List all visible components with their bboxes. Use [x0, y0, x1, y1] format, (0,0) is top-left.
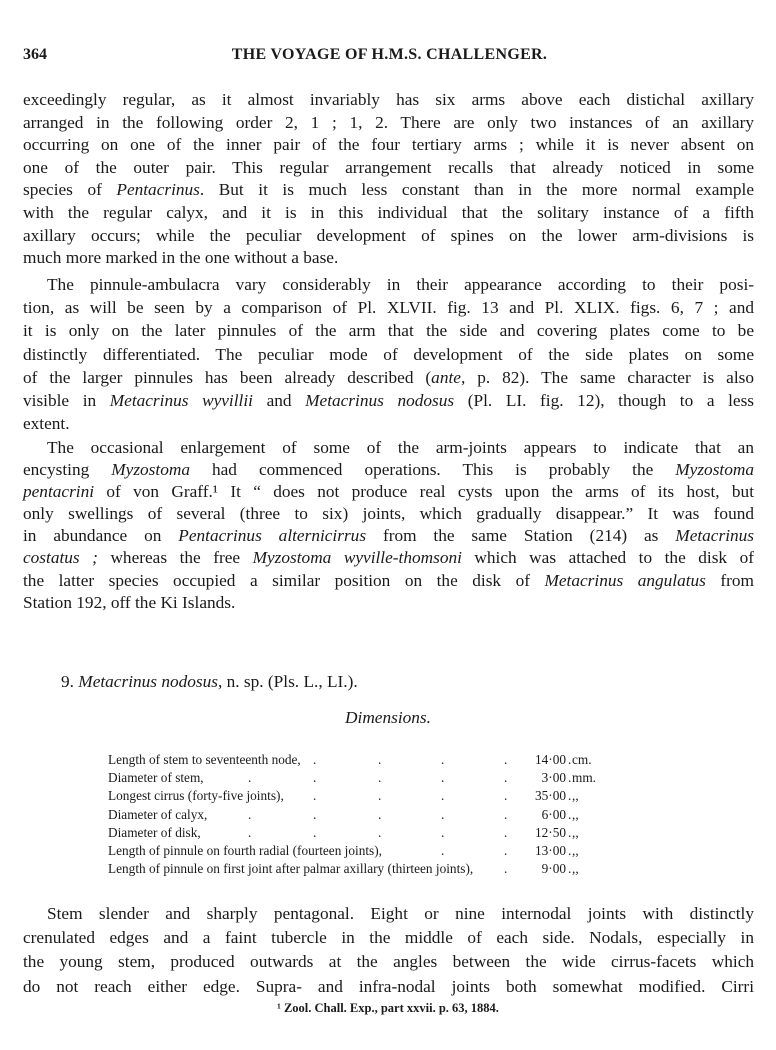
- text-line: [23, 179, 754, 202]
- text-segment: extent.: [23, 414, 70, 434]
- text-segment: the young stem, produced outwards at the angles between the wide cirrus-facets which: [23, 952, 754, 972]
- text-segment: the latter species occupied a similar position on the disk of: [23, 570, 545, 590]
- text-segment: exceedingly regular, as it almost invariably has six arms above each distichal axillary: [23, 90, 754, 109]
- text-line: [23, 247, 754, 270]
- dimension-unit: cm.: [572, 752, 592, 767]
- text-segment: axillary occurs; while the peculiar development of spines on the lower arm-divisions is: [23, 225, 754, 245]
- text-segment: of the larger pinnules has been already described (: [23, 367, 432, 387]
- text-line: [23, 950, 754, 974]
- text-line: [23, 273, 754, 296]
- text-segment: which was attached to the disk of: [461, 548, 754, 568]
- italic-text: Metacrinus angulatus: [544, 570, 706, 590]
- text-segment: Stem slender and sharply pentagonal. Eight or nine internodal joints with distinctly: [47, 904, 754, 923]
- text-segment: encysting: [23, 460, 112, 480]
- text-segment: with the regular calyx, and it is in this individual that the solitary instance of a fifth: [23, 202, 754, 222]
- italic-text: Pentacrinus: [116, 180, 200, 200]
- text-segment: and: [252, 390, 306, 410]
- text-segment: one of the outer pair. This regular arrangement recalls that already noticed in some: [23, 157, 754, 177]
- text-segment: tion, as will be seen by a comparison of Pl. XLVII. fig. 13 and Pl. XLIX. figs. 6, 7 ; and: [23, 298, 754, 318]
- text-line: [23, 503, 754, 525]
- text-line: [23, 366, 754, 389]
- dot-leaders: . . . . .: [313, 752, 572, 767]
- text-line: [23, 89, 754, 112]
- section-heading: [61, 672, 358, 692]
- text-line: [23, 134, 754, 157]
- italic-text: Metacrinus wyvillii: [109, 390, 253, 410]
- dot-leaders: . . . . . .: [248, 806, 572, 822]
- italic-text: Myzostoma: [111, 460, 190, 480]
- dot-leaders: . .: [504, 861, 572, 877]
- text-line: [23, 412, 754, 435]
- text-segment: species of: [23, 180, 117, 200]
- italic-text: Myzostoma wyville-thomsoni: [252, 548, 462, 568]
- italic-text: Metacrinus nodosus: [305, 390, 455, 410]
- text-line: [23, 225, 754, 248]
- dimension-row: [108, 751, 668, 769]
- text-line: [23, 112, 754, 135]
- dot-leaders: . . . . . .: [248, 770, 572, 786]
- dimension-label: Diameter of stem,: [108, 769, 204, 787]
- text-line: [23, 975, 754, 999]
- paragraph: [23, 89, 754, 270]
- species-name: Metacrinus nodosus: [78, 672, 218, 691]
- italic-text: ante: [431, 367, 461, 387]
- text-line: [23, 157, 754, 180]
- dimension-label: Length of pinnule on first joint after palmar axillary (thirteen joints),: [108, 860, 473, 878]
- dimension-value: 14·00: [534, 752, 566, 767]
- dimension-unit: ,,: [572, 824, 579, 840]
- dimension-label: Length of pinnule on fourth radial (fourteen joints),: [108, 842, 382, 860]
- text-segment: from the same Station (214) as: [366, 526, 676, 546]
- text-segment: , p. 82). The same character is also: [460, 367, 754, 387]
- dimension-value: 3·00: [541, 770, 566, 786]
- italic-text: Metacrinus: [675, 526, 755, 546]
- dimension-label: Diameter of calyx,: [108, 806, 207, 824]
- text-segment: had commenced operations. This is probably the: [189, 460, 676, 480]
- dimension-row: [108, 860, 668, 878]
- text-line: [23, 547, 754, 569]
- text-segment: The pinnule-ambulacra vary considerably in their appearance according to their posi-: [47, 275, 754, 294]
- text-segment: Station 192, off the Ki Islands.: [23, 592, 236, 612]
- section-number: 9.: [61, 672, 74, 691]
- dimension-value: 12·50: [534, 824, 566, 840]
- paragraph: [23, 273, 754, 435]
- text-line: [23, 459, 754, 481]
- paragraph: [23, 902, 754, 999]
- text-line: [23, 570, 754, 592]
- dimension-unit: ,,: [572, 842, 579, 858]
- text-segment: of von Graff.¹ It “ does not produce real cysts upon the arms of its host, but: [94, 482, 754, 502]
- text-line: [23, 343, 754, 366]
- dimensions-title: Dimensions.: [345, 708, 431, 727]
- dimension-unit: ,,: [572, 861, 579, 877]
- text-line: [23, 902, 754, 926]
- dimension-row: [108, 769, 668, 787]
- text-segment: from: [705, 570, 754, 590]
- dot-leaders: . . . . . .: [248, 824, 572, 840]
- text-line: [23, 437, 754, 459]
- text-line: [23, 319, 754, 342]
- dot-leaders: . . .: [441, 842, 572, 858]
- text-segment: much more marked in the one without a base.: [23, 248, 339, 268]
- dimension-row: [108, 824, 668, 842]
- page-number: 364: [23, 46, 47, 63]
- text-segment: crenulated edges and a faint tubercle in the middle of each side. Nodals, especially in: [23, 928, 754, 948]
- paragraph: [23, 437, 754, 614]
- italic-text: pentacrini: [23, 482, 95, 502]
- dimension-unit: ,,: [572, 806, 579, 822]
- running-title: THE VOYAGE OF H.M.S. CHALLENGER.: [231, 46, 548, 63]
- text-line: [23, 525, 754, 547]
- text-segment: . But it is much less constant than in the more normal example: [199, 180, 754, 200]
- text-segment: do not reach either edge. Supra- and infra-nodal joints both somewhat modified. Cirri: [23, 976, 754, 996]
- text-segment: The occasional enlargement of some of the arm-joints appears to indicate that an: [47, 438, 754, 457]
- text-line: [23, 202, 754, 225]
- footnote: ¹ Zool. Chall. Exp., part xxvii. p. 63, 1884.: [277, 1001, 499, 1015]
- text-segment: (Pl. LI. fig. 12), though to a less: [454, 390, 755, 410]
- dimension-unit: mm.: [572, 770, 597, 786]
- text-segment: in abundance on: [23, 526, 179, 546]
- text-segment: distinctly differentiated. The peculiar mode of development of the side plates on some: [23, 344, 754, 364]
- section-rest: , n. sp. (Pls. L., LI.).: [217, 672, 358, 691]
- text-line: [23, 481, 754, 503]
- text-segment: only swellings of several (three to six) joints, which gradually disappear.” It was found: [23, 504, 754, 524]
- dimensions-table: [108, 751, 668, 878]
- dimension-label: Longest cirrus (forty-five joints),: [108, 787, 284, 805]
- text-line: [23, 389, 754, 412]
- dimension-row: [108, 787, 668, 805]
- dimension-row: [108, 842, 668, 860]
- text-segment: arranged in the following order 2, 1 ; 1, 2. There are only two instances of an axillary: [23, 112, 754, 132]
- dimension-label: Length of stem to seventeenth node,: [108, 751, 301, 769]
- dot-leaders: . . . . .: [313, 788, 572, 804]
- dimension-row: [108, 806, 668, 824]
- dimension-value: 35·00: [534, 788, 566, 804]
- text-segment: it is only on the later pinnules of the arm that the side and covering plates come to be: [23, 321, 754, 341]
- italic-text: Myzostoma: [675, 460, 754, 480]
- text-line: [23, 296, 754, 319]
- text-segment: occurring on one of the inner pair of the four tertiary arms ; while it is never absent on: [23, 135, 754, 155]
- dimension-value: 9·00: [541, 861, 566, 877]
- text-line: [23, 926, 754, 950]
- text-segment: visible in: [23, 390, 110, 410]
- dimension-value: 13·00: [534, 842, 566, 858]
- italic-text: costatus ;: [23, 548, 98, 568]
- dimension-label: Diameter of disk,: [108, 824, 201, 842]
- text-segment: whereas the free: [97, 548, 253, 568]
- text-line: [23, 592, 754, 614]
- italic-text: Pentacrinus alternicirrus: [178, 526, 367, 546]
- dimension-unit: ,,: [572, 788, 579, 804]
- dimension-value: 6·00: [541, 806, 566, 822]
